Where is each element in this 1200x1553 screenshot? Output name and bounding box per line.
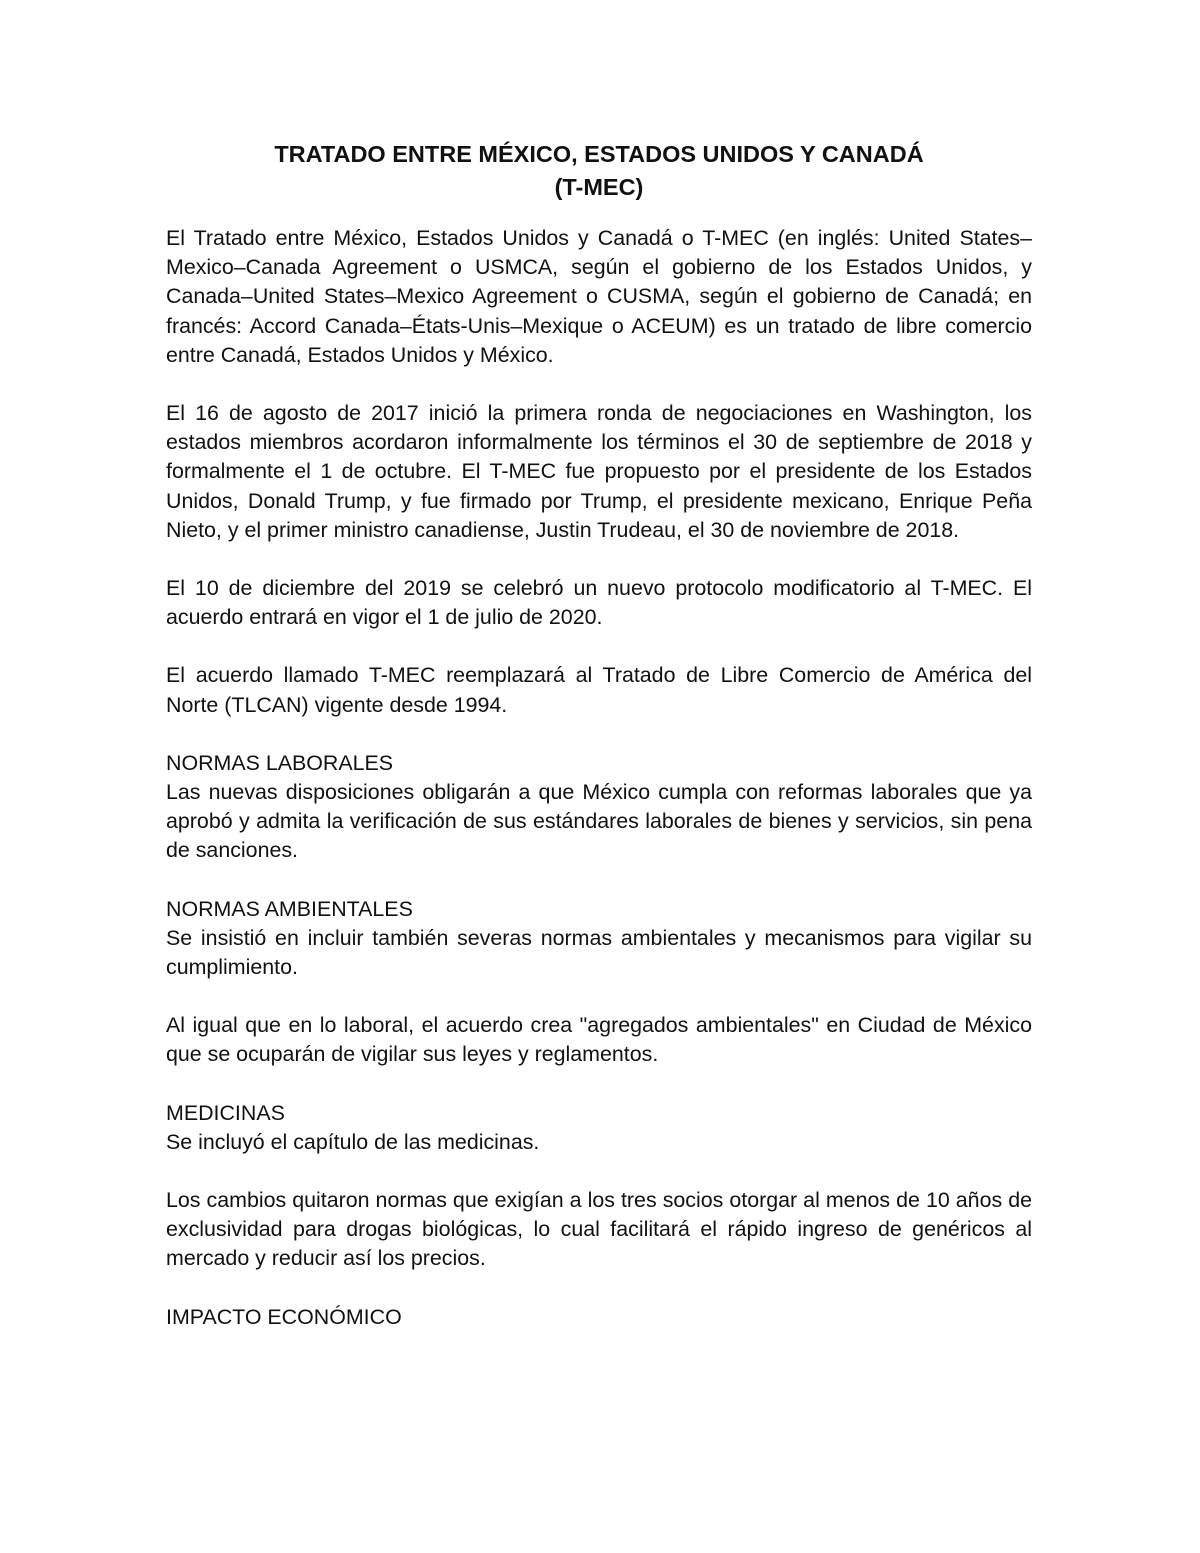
title-line-2: (T-MEC) xyxy=(554,174,644,200)
medicine-paragraph: Se incluyó el capítulo de las medicinas. xyxy=(166,1129,540,1154)
document-page xyxy=(166,138,1032,1332)
history-paragraph: El 16 de agosto de 2017 inició la primera ronda de negociaciones en Washington, los estados miembros acordaron informalmente los términos el 30 de septiembre de 2018 y formalmente el 1 de octubre. El T-MEC fue propuesto por el presidente de los Estados Unidos, Donald Trump, y fue firmado por Trump, el presidente mexicano, Enrique Peña Nieto, y el primer ministro canadiense, Justin Trudeau, el 30 de noviembre de 2018. xyxy=(166,401,1032,542)
protocol-paragraph: El 10 de diciembre del 2019 se celebró un nuevo protocolo modificatorio al T-MEC. El acuerdo entrará en vigor el 1 de julio de 2020. xyxy=(166,576,1032,630)
environment-paragraph: Se insistió en incluir también severas normas ambientales y mecanismos para vigilar su cumplimiento. xyxy=(166,925,1032,980)
economic-impact-heading: IMPACTO ECONÓMICO xyxy=(166,1304,402,1329)
environment-heading: NORMAS AMBIENTALES xyxy=(166,896,413,921)
medicine-paragraph-2: Los cambios quitaron normas que exigían a los tres socios otorgar al menos de 10 años de exclusividad para drogas biológicas, lo cual facilitará el rápido ingreso de genéricos al mercado y reducir así los precios. xyxy=(166,1188,1032,1271)
title-line-1: TRATADO ENTRE MÉXICO, ESTADOS UNIDOS Y CANADÁ xyxy=(274,141,924,167)
document-title xyxy=(166,138,1032,204)
labor-heading: NORMAS LABORALES xyxy=(166,750,394,775)
replacement-paragraph: El acuerdo llamado T-MEC reemplazará al Tratado de Libre Comercio de América del Norte (TLCAN) vigente desde 1994. xyxy=(166,663,1032,717)
labor-paragraph: Las nuevas disposiciones obligarán a que México cumpla con reformas laborales que ya aprobó y admita la verificación de sus estándares laborales de bienes y servicios, sin pena de sanciones. xyxy=(166,780,1032,863)
environment-paragraph-2: Al igual que en lo laboral, el acuerdo crea "agregados ambientales" en Ciudad de México que se ocuparán de vigilar sus leyes y reglamentos. xyxy=(166,1013,1032,1067)
medicine-heading: MEDICINAS xyxy=(166,1100,285,1125)
intro-paragraph: El Tratado entre México, Estados Unidos y Canadá o T-MEC (en inglés: United States–Mexico–Canada Agreement o USMCA, según el gobierno de los Estados Unidos, y Canada–United States–Mexico Agreement o CUSMA, según el gobierno de Canadá; en francés: Accord Canada–États-Unis–Mexique o ACEUM) es un tratado de libre comercio entre Canadá, Estados Unidos y México. xyxy=(166,226,1032,367)
